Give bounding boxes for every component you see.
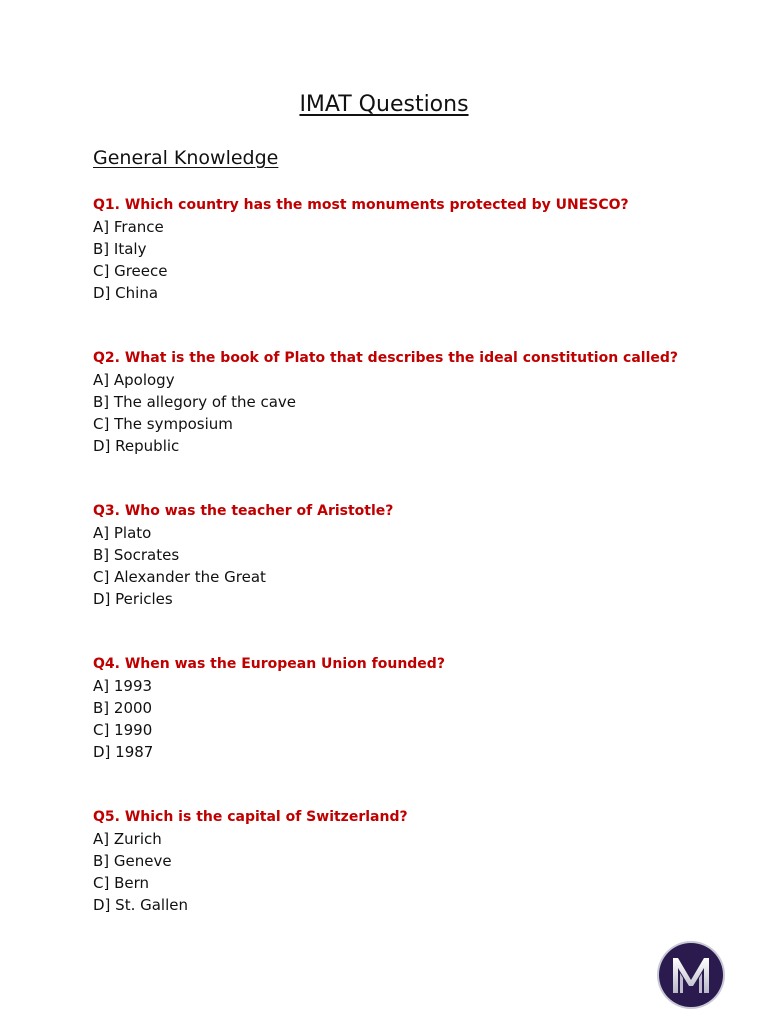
- answer-option: A] Plato: [93, 524, 152, 542]
- question-item: [93, 806, 713, 916]
- question-item: [93, 347, 713, 457]
- document-title: IMAT Questions: [299, 92, 469, 117]
- answer-option: B] The allegory of the cave: [93, 393, 296, 411]
- question-text: Q5. Which is the capital of Switzerland?: [93, 809, 408, 825]
- question-item: [93, 194, 713, 304]
- answer-option: C] 1990: [93, 721, 153, 739]
- answer-option: C] Bern: [93, 874, 150, 892]
- question-item: [93, 653, 713, 763]
- answer-option: C] The symposium: [93, 415, 233, 433]
- answer-option: D] 1987: [93, 743, 154, 761]
- question-text: Q3. Who was the teacher of Aristotle?: [93, 503, 394, 519]
- m-logo-icon: [656, 940, 726, 1010]
- question-list: [93, 194, 713, 959]
- answer-option: B] Socrates: [93, 546, 180, 564]
- answer-option: B] 2000: [93, 699, 153, 717]
- answer-option: C] Alexander the Great: [93, 568, 266, 586]
- answer-option: D] China: [93, 284, 159, 302]
- question-text: Q2. What is the book of Plato that describes the ideal constitution called?: [93, 350, 679, 366]
- answer-option: B] Geneve: [93, 852, 172, 870]
- answer-option: A] Zurich: [93, 830, 162, 848]
- question-item: [93, 500, 713, 610]
- question-text: Q1. Which country has the most monuments protected by UNESCO?: [93, 197, 629, 213]
- answer-option: A] France: [93, 218, 164, 236]
- answer-option: A] 1993: [93, 677, 153, 695]
- answer-option: B] Italy: [93, 240, 147, 258]
- answer-option: A] Apology: [93, 371, 175, 389]
- question-text: Q4. When was the European Union founded?: [93, 656, 445, 672]
- answer-option: D] Republic: [93, 437, 180, 455]
- answer-option: C] Greece: [93, 262, 168, 280]
- answer-option: D] Pericles: [93, 590, 173, 608]
- answer-option: D] St. Gallen: [93, 896, 188, 914]
- section-title: General Knowledge: [93, 147, 279, 169]
